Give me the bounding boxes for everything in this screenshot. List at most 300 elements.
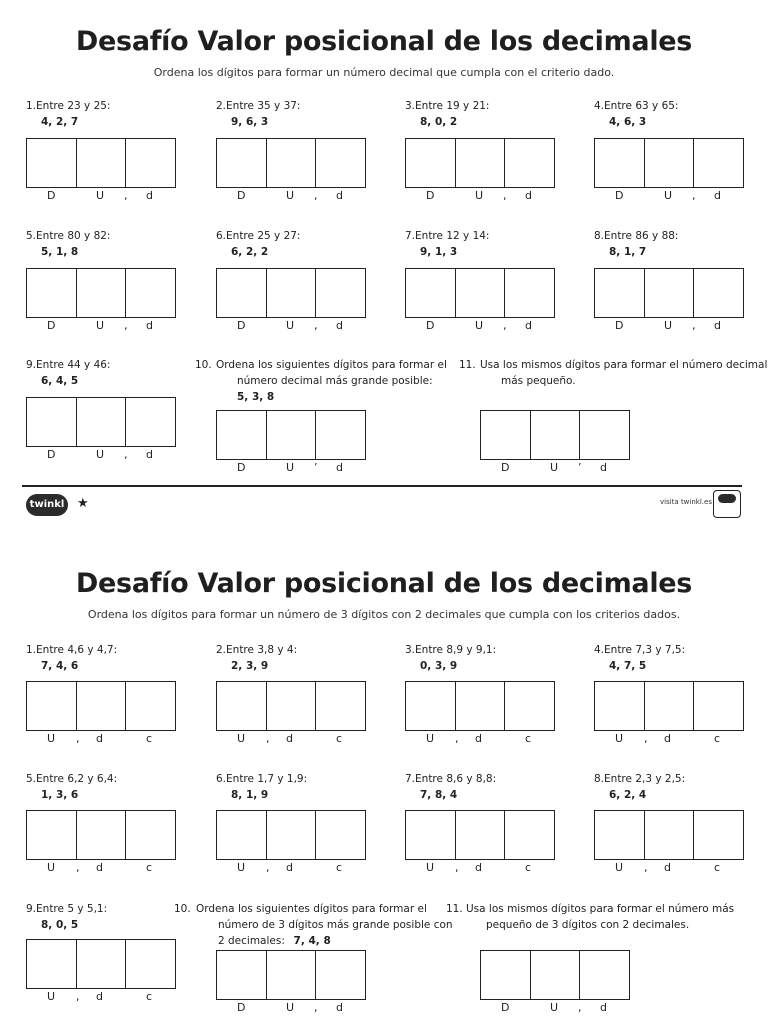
place-value-label: d [286,861,293,874]
exercise-question [405,771,585,787]
place-value-label: , [76,861,80,874]
exercise-number: 8. [594,230,605,242]
quality-badge-icon [713,490,741,518]
place-value-label: U [96,189,105,202]
answer-boxes[interactable] [26,681,176,731]
exercise-digits: 9, 6, 3 [231,116,269,128]
answer-box-2[interactable] [77,269,127,317]
exercise-11 [459,357,768,389]
exercise-digits: 4, 7, 5 [609,660,647,672]
exercise-number: 5. [26,230,37,242]
place-value-label: U [550,1001,559,1014]
answer-box-2[interactable] [645,682,695,730]
answer-box-1[interactable] [481,951,531,999]
exercise-digits: 9, 1, 3 [420,246,458,258]
place-value-label: U [96,448,105,461]
place-value-label: ’ [578,461,582,474]
place-value-labels [26,319,176,333]
answer-box-3[interactable] [126,269,175,317]
exercise-9 [26,357,206,389]
place-value-labels [26,990,176,1004]
exercise-5 [26,771,206,803]
exercise-5 [26,228,206,260]
page-title: Desafío Valor posicional de los decimales [75,26,693,57]
answer-box-2[interactable] [77,811,127,859]
answer-box-2[interactable] [456,811,506,859]
visit-link[interactable]: visita twinkl.es [660,498,712,506]
exercise-question: 10.Ordena los siguientes dígitos para formar el número decimal más grande posible: [195,359,447,387]
answer-boxes[interactable] [26,397,176,447]
place-value-label: D [615,189,624,202]
place-value-labels [26,448,176,462]
place-value-label: , [124,319,128,332]
place-value-label: , [503,319,507,332]
place-value-label: d [336,319,343,332]
exercise-6 [216,228,396,260]
answer-box-2[interactable] [267,139,317,187]
answer-box-1[interactable] [595,139,645,187]
exercise-text: Entre 7,3 y 7,5: [604,644,686,656]
exercise-4 [594,98,768,130]
answer-box-2[interactable] [267,411,317,459]
exercise-text: Entre 8,9 y 9,1: [415,644,497,656]
exercise-question [216,642,396,658]
page-subtitle: Ordena los dígitos para formar un número decimal que cumpla con el criterio dado. [153,66,615,79]
exercise-text: Ordena los siguientes dígitos para formar el número de 3 dígitos más grande posible con 2 decimales: [196,903,453,947]
star-icon: ★ [77,496,89,511]
place-value-label: U [426,861,435,874]
exercise-question [26,98,206,114]
answer-box-1[interactable] [27,682,77,730]
answer-box-2[interactable] [77,682,127,730]
place-value-label: d [714,319,721,332]
place-value-label: , [644,732,648,745]
answer-boxes[interactable] [216,410,366,460]
exercise-number: 3. [405,644,416,656]
place-value-label: d [336,461,343,474]
answer-boxes[interactable] [480,410,630,460]
answer-boxes[interactable] [216,950,366,1000]
answer-box-3[interactable] [694,811,743,859]
place-value-label: d [525,319,532,332]
answer-box-3[interactable] [316,951,365,999]
place-value-labels [480,1001,630,1015]
place-value-label: D [501,461,510,474]
answer-box-2[interactable] [456,269,506,317]
exercise-text: Entre 4,6 y 4,7: [36,644,118,656]
exercise-question [216,771,396,787]
place-value-labels [405,732,555,746]
place-value-labels [594,319,744,333]
exercise-digits: 7, 8, 4 [420,789,458,801]
answer-box-2[interactable] [531,411,581,459]
answer-box-1[interactable] [217,951,267,999]
exercise-text: Usa los mismos dígitos para formar el número decimal más pequeño. [480,359,768,387]
place-value-label: U [615,861,624,874]
exercise-digits: 7, 4, 6 [41,660,79,672]
answer-box-2[interactable] [267,269,317,317]
place-value-label: d [600,1001,607,1014]
exercise-2 [216,98,396,130]
place-value-label: , [266,861,270,874]
exercise-number: 9. [26,359,37,371]
place-value-label: d [96,861,103,874]
exercise-7 [405,771,585,803]
place-value-label: d [146,319,153,332]
place-value-label: D [237,319,246,332]
answer-box-1[interactable] [481,411,531,459]
place-value-label: d [525,189,532,202]
place-value-label: , [314,1001,318,1014]
place-value-label: , [692,189,696,202]
answer-box-1[interactable] [406,811,456,859]
twinkl-logo: twinkl [26,494,68,516]
exercise-digits: 0, 3, 9 [420,660,458,672]
place-value-label: U [47,732,56,745]
answer-box-3[interactable] [126,682,175,730]
place-value-label: d [714,189,721,202]
exercise-question [405,228,585,244]
place-value-label: c [146,732,153,745]
place-value-label: c [146,990,153,1003]
answer-box-1[interactable] [217,411,267,459]
exercise-text: Entre 8,6 y 8,8: [415,773,497,785]
exercise-question [26,771,206,787]
place-value-labels [594,732,744,746]
answer-box-2[interactable] [77,940,127,988]
exercise-question: 10.Ordena los siguientes dígitos para formar el número de 3 dígitos más grande posible con 2 decimales: 7, 4, 8 [174,903,453,947]
answer-box-3[interactable] [505,682,554,730]
answer-box-1[interactable] [217,139,267,187]
exercise-text: Entre 80 y 82: [36,230,111,242]
exercise-text: Ordena los siguientes dígitos para formar el número decimal más grande posible: [216,359,447,387]
place-value-label: , [455,861,459,874]
exercise-digits: 6, 4, 5 [41,375,79,387]
answer-box-1[interactable] [27,398,77,446]
place-value-labels [216,732,366,746]
answer-boxes[interactable] [216,681,366,731]
place-value-label: , [266,732,270,745]
answer-box-3[interactable] [316,411,365,459]
place-value-label: D [501,1001,510,1014]
exercise-number: 3. [405,100,416,112]
place-value-label: D [426,189,435,202]
answer-box-3[interactable] [505,269,554,317]
exercise-text: Entre 12 y 14: [415,230,490,242]
exercise-digits: 5, 1, 8 [41,246,79,258]
place-value-labels [594,861,744,875]
exercise-number: 4. [594,100,605,112]
place-value-label: , [124,189,128,202]
place-value-labels [594,189,744,203]
answer-boxes[interactable] [405,268,555,318]
answer-box-2[interactable] [267,811,317,859]
answer-boxes[interactable] [594,810,744,860]
exercise-question [594,771,768,787]
exercise-text: Entre 86 y 88: [604,230,679,242]
exercise-digits: 5, 3, 8 [237,391,275,403]
place-value-labels [216,189,366,203]
place-value-label: U [47,990,56,1003]
exercise-question [594,642,768,658]
answer-box-1[interactable] [217,682,267,730]
answer-boxes[interactable] [405,810,555,860]
place-value-label: D [47,189,56,202]
place-value-label: d [600,461,607,474]
exercise-number: 7. [405,773,416,785]
exercise-digits: 2, 3, 9 [231,660,269,672]
exercise-text: Entre 5 y 5,1: [36,903,108,915]
answer-boxes[interactable] [26,810,176,860]
exercise-digits: 8, 1, 9 [231,789,269,801]
answer-box-1[interactable] [406,682,456,730]
place-value-labels [405,319,555,333]
place-value-label: , [76,990,80,1003]
exercise-text: Entre 1,7 y 1,9: [226,773,308,785]
page-subtitle-2: Ordena los dígitos para formar un número de 3 dígitos con 2 decimales que cumpla con los criterios dados. [87,608,681,621]
exercise-1 [26,98,206,130]
answer-box-3[interactable] [316,682,365,730]
answer-box-2[interactable] [531,951,581,999]
place-value-label: U [426,732,435,745]
place-value-label: , [578,1001,582,1014]
exercise-question: 11.Usa los mismos dígitos para formar el número más pequeño de 3 dígitos con 2 decimales. [446,903,735,931]
place-value-label: ’ [314,461,318,474]
place-value-labels [480,461,630,475]
exercise-number: 2. [216,644,227,656]
exercise-question: 11.Usa los mismos dígitos para formar el número decimal más pequeño. [459,359,768,387]
exercise-question [216,228,396,244]
place-value-label: d [475,861,482,874]
place-value-label: U [475,319,484,332]
exercise-2 [216,642,396,674]
exercise-text: Entre 3,8 y 4: [226,644,298,656]
answer-boxes[interactable] [405,681,555,731]
answer-box-3[interactable] [126,139,175,187]
place-value-label: U [286,1001,295,1014]
answer-boxes[interactable] [216,268,366,318]
place-value-label: , [124,448,128,461]
exercise-number: 5. [26,773,37,785]
answer-box-2[interactable] [645,269,695,317]
place-value-label: d [475,732,482,745]
place-value-label: d [336,1001,343,1014]
answer-box-3[interactable] [316,139,365,187]
place-value-label: d [286,732,293,745]
exercise-question [26,642,206,658]
place-value-labels [26,861,176,875]
answer-box-3[interactable] [580,951,629,999]
exercise-number: 4. [594,644,605,656]
exercise-question [26,357,206,373]
place-value-label: c [146,861,153,874]
answer-boxes[interactable] [216,138,366,188]
exercise-text: Entre 35 y 37: [226,100,301,112]
place-value-label: , [455,732,459,745]
place-value-label: c [525,861,532,874]
exercise-number: 1. [26,644,37,656]
answer-boxes[interactable] [26,138,176,188]
answer-box-2[interactable] [267,951,317,999]
place-value-label: , [76,732,80,745]
answer-box-1[interactable] [595,682,645,730]
place-value-label: c [714,861,721,874]
place-value-label: D [237,189,246,202]
exercise-11 [446,901,746,933]
answer-boxes[interactable] [26,268,176,318]
exercise-3 [405,642,585,674]
answer-boxes[interactable] [480,950,630,1000]
answer-boxes[interactable] [216,810,366,860]
answer-box-2[interactable] [77,398,127,446]
place-value-label: D [237,461,246,474]
place-value-label: U [237,732,246,745]
place-value-label: , [314,319,318,332]
exercise-3 [405,98,585,130]
place-value-label: d [664,861,671,874]
answer-box-2[interactable] [645,811,695,859]
place-value-labels [216,319,366,333]
answer-box-3[interactable] [316,811,365,859]
answer-box-3[interactable] [694,139,743,187]
place-value-labels [216,861,366,875]
place-value-label: U [96,319,105,332]
answer-box-3[interactable] [694,682,743,730]
exercise-text: Entre 25 y 27: [226,230,301,242]
place-value-label: U [475,189,484,202]
exercise-8 [594,771,768,803]
exercise-number: 7. [405,230,416,242]
place-value-label: d [96,990,103,1003]
answer-box-1[interactable] [217,269,267,317]
place-value-labels [26,189,176,203]
place-value-label: U [47,861,56,874]
answer-box-1[interactable] [595,269,645,317]
place-value-label: U [286,189,295,202]
answer-box-3[interactable] [505,139,554,187]
exercise-digits: 4, 6, 3 [609,116,647,128]
exercise-text: Entre 23 y 25: [36,100,111,112]
place-value-label: , [644,861,648,874]
exercise-6 [216,771,396,803]
exercise-text: Entre 6,2 y 6,4: [36,773,118,785]
place-value-label: U [237,861,246,874]
place-value-label: c [714,732,721,745]
answer-box-2[interactable] [77,139,127,187]
place-value-label: U [664,189,673,202]
place-value-label: U [286,319,295,332]
exercise-number: 1. [26,100,37,112]
exercise-question [405,642,585,658]
exercise-digits: 1, 3, 6 [41,789,79,801]
answer-box-1[interactable] [406,269,456,317]
exercise-text: Entre 44 y 46: [36,359,111,371]
place-value-label: c [525,732,532,745]
place-value-labels [216,461,366,475]
divider [22,485,742,487]
page-title-2: Desafío Valor posicional de los decimales [75,568,693,599]
answer-box-2[interactable] [267,682,317,730]
answer-box-1[interactable] [217,811,267,859]
answer-box-3[interactable] [126,811,175,859]
answer-box-3[interactable] [126,940,175,988]
exercise-question [594,228,768,244]
exercise-text: Usa los mismos dígitos para formar el número más pequeño de 3 dígitos con 2 decimales. [466,903,735,931]
exercise-8 [594,228,768,260]
exercise-7 [405,228,585,260]
exercise-digits: 6, 2, 2 [231,246,269,258]
place-value-label: U [615,732,624,745]
answer-boxes[interactable] [594,681,744,731]
place-value-label: D [426,319,435,332]
exercise-4 [594,642,768,674]
place-value-label: D [47,448,56,461]
exercise-question [26,228,206,244]
exercise-number: 2. [216,100,227,112]
answer-boxes[interactable] [594,138,744,188]
place-value-label: d [146,189,153,202]
place-value-labels [26,732,176,746]
place-value-label: U [286,461,295,474]
answer-box-3[interactable] [126,398,175,446]
place-value-labels [216,1001,366,1015]
exercise-digits: 8, 0, 2 [420,116,458,128]
exercise-digits: 8, 1, 7 [609,246,647,258]
place-value-label: d [96,732,103,745]
answer-box-1[interactable] [27,940,77,988]
place-value-labels [405,861,555,875]
answer-box-1[interactable] [27,811,77,859]
answer-box-2[interactable] [456,682,506,730]
exercise-text: Entre 63 y 65: [604,100,679,112]
answer-boxes[interactable] [405,138,555,188]
exercise-question [405,98,585,114]
answer-box-3[interactable] [316,269,365,317]
answer-box-2[interactable] [456,139,506,187]
exercise-text: Entre 2,3 y 2,5: [604,773,686,785]
answer-box-1[interactable] [27,139,77,187]
place-value-label: d [664,732,671,745]
exercise-number: 9. [26,903,37,915]
exercise-question [216,98,396,114]
place-value-labels [405,189,555,203]
answer-box-2[interactable] [645,139,695,187]
exercise-question [594,98,768,114]
place-value-label: d [146,448,153,461]
place-value-label: , [692,319,696,332]
answer-boxes[interactable] [594,268,744,318]
answer-box-3[interactable] [580,411,629,459]
place-value-label: , [503,189,507,202]
answer-boxes[interactable] [26,939,176,989]
answer-box-3[interactable] [694,269,743,317]
place-value-label: , [314,189,318,202]
answer-box-1[interactable] [27,269,77,317]
place-value-label: D [47,319,56,332]
exercise-digits: 4, 2, 7 [41,116,79,128]
place-value-label: c [336,732,343,745]
exercise-digits: 8, 0, 5 [41,919,79,931]
exercise-digits: 7, 4, 8 [289,935,331,947]
answer-box-1[interactable] [406,139,456,187]
answer-box-3[interactable] [505,811,554,859]
exercise-1 [26,642,206,674]
answer-box-1[interactable] [595,811,645,859]
place-value-label: U [664,319,673,332]
place-value-label: d [336,189,343,202]
exercise-digits: 6, 2, 4 [609,789,647,801]
exercise-number: 6. [216,773,227,785]
